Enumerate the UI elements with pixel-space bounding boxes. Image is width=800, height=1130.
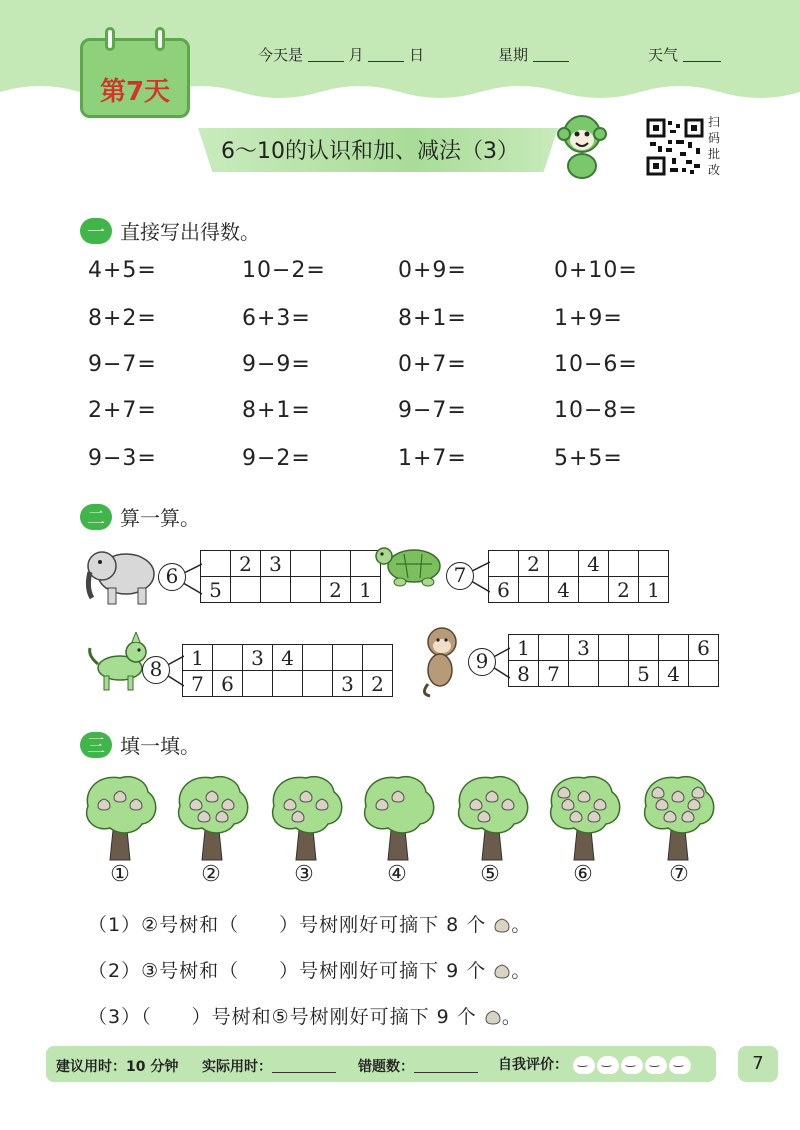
split-cell[interactable] <box>291 551 321 577</box>
split-cell[interactable] <box>569 661 599 687</box>
smile-icon[interactable] <box>621 1056 643 1074</box>
split-cell[interactable]: 2 <box>321 577 351 603</box>
equation[interactable]: 9−3= <box>88 446 157 471</box>
split-cell[interactable] <box>659 635 689 661</box>
split-cell[interactable]: 1 <box>351 577 381 603</box>
equation[interactable]: 8+1= <box>242 398 311 423</box>
split-cell[interactable]: 8 <box>509 661 539 687</box>
split-cell[interactable] <box>639 551 669 577</box>
split-cell[interactable] <box>303 645 333 671</box>
monkey-mascot-icon <box>556 110 608 180</box>
split-cell[interactable] <box>629 635 659 661</box>
total-circle: 6 <box>158 563 186 591</box>
smile-icon[interactable] <box>645 1056 667 1074</box>
section-title: 直接写出得数。 <box>120 220 260 244</box>
weekday-field[interactable] <box>498 44 569 65</box>
section-2-heading <box>80 502 200 531</box>
split-cell[interactable]: 3 <box>243 645 273 671</box>
split-cell[interactable]: 3 <box>261 551 291 577</box>
monkey-icon <box>416 624 468 698</box>
tree-number-label: ⑤ <box>480 862 500 887</box>
split-cell[interactable]: 5 <box>629 661 659 687</box>
split-cell[interactable] <box>291 577 321 603</box>
split-cell[interactable] <box>213 645 243 671</box>
question-text: （1）②号树和（ ）号树刚好可摘下 8 个 <box>88 914 487 936</box>
split-cell[interactable] <box>363 645 393 671</box>
actual-time-label: 实际用时： <box>202 1059 272 1075</box>
split-cell[interactable] <box>599 661 629 687</box>
today-label: 今天是 <box>258 46 304 64</box>
equation[interactable]: 6+3= <box>242 306 311 331</box>
error-count-field[interactable] <box>358 1056 478 1076</box>
weekday-label: 星期 <box>498 46 529 64</box>
question-text: （2）③号树和（ ）号树刚好可摘下 9 个 <box>88 960 487 982</box>
section-number: 二 <box>80 504 112 530</box>
split-cell[interactable]: 7 <box>539 661 569 687</box>
split-cell[interactable]: 4 <box>579 551 609 577</box>
split-cell[interactable]: 1 <box>183 645 213 671</box>
split-cell[interactable]: 3 <box>569 635 599 661</box>
smile-icon[interactable] <box>669 1056 691 1074</box>
section-number: 三 <box>80 732 112 758</box>
weather-field[interactable] <box>648 44 721 65</box>
split-cell[interactable] <box>243 671 273 697</box>
equation[interactable]: 10−6= <box>554 352 638 377</box>
peach-tree-icon <box>80 770 160 862</box>
weather-label: 天气 <box>648 46 679 64</box>
equation[interactable]: 9−7= <box>398 398 467 423</box>
split-cell[interactable] <box>579 577 609 603</box>
question-end: 。 <box>501 1006 522 1028</box>
total-circle: 7 <box>446 562 474 590</box>
split-cell[interactable] <box>599 635 629 661</box>
split-cell[interactable] <box>519 577 549 603</box>
split-cell[interactable]: 4 <box>273 645 303 671</box>
split-cell[interactable] <box>539 635 569 661</box>
split-cell[interactable]: 6 <box>213 671 243 697</box>
section-title: 填一填。 <box>120 734 200 758</box>
equation[interactable]: 10−8= <box>554 398 638 423</box>
question-3[interactable] <box>88 1002 522 1029</box>
equation[interactable]: 0+7= <box>398 352 467 377</box>
elephant-icon <box>84 544 158 606</box>
dog-icon <box>86 632 150 692</box>
smile-icon[interactable] <box>573 1056 595 1074</box>
split-cell[interactable]: 2 <box>231 551 261 577</box>
split-cell[interactable]: 4 <box>659 661 689 687</box>
number-split-8 <box>182 644 393 697</box>
equation[interactable]: 9−9= <box>242 352 311 377</box>
split-cell[interactable]: 1 <box>509 635 539 661</box>
tree-number-label: ⑦ <box>669 862 689 887</box>
split-cell[interactable] <box>321 551 351 577</box>
tree-number-label: ③ <box>294 862 314 887</box>
equation[interactable]: 2+7= <box>88 398 157 423</box>
equation[interactable]: 8+1= <box>398 306 467 331</box>
split-cell[interactable] <box>689 661 719 687</box>
suggested-time: 建议用时：10 分钟 <box>56 1059 179 1075</box>
turtle-icon <box>374 540 444 590</box>
month-label: 月 <box>348 46 364 64</box>
peach-tree-icon <box>266 770 346 862</box>
peach-tree-icon <box>358 770 438 862</box>
split-cell[interactable]: 6 <box>689 635 719 661</box>
footer-bar <box>46 1046 716 1082</box>
date-field[interactable] <box>258 44 424 65</box>
question-1[interactable] <box>88 910 531 937</box>
self-evaluation[interactable] <box>498 1054 693 1074</box>
page-title: 6～10的认识和加、减法（3） <box>221 139 519 164</box>
split-cell[interactable]: 2 <box>363 671 393 697</box>
equation[interactable]: 9−7= <box>88 352 157 377</box>
split-cell[interactable]: 4 <box>549 577 579 603</box>
split-cell[interactable]: 2 <box>519 551 549 577</box>
equation[interactable]: 1+7= <box>398 446 467 471</box>
question-end: 。 <box>511 914 532 936</box>
split-cell[interactable]: 1 <box>639 577 669 603</box>
split-cell[interactable] <box>333 645 363 671</box>
split-cell[interactable] <box>609 551 639 577</box>
day-badge <box>80 38 190 118</box>
equation[interactable]: 10−2= <box>242 258 326 283</box>
peach-icon <box>484 1009 502 1025</box>
number-split-7 <box>488 550 669 603</box>
section-number: 一 <box>80 218 112 244</box>
split-cell[interactable] <box>303 671 333 697</box>
split-cell[interactable]: 3 <box>333 671 363 697</box>
self-eval-label: 自我评价： <box>498 1057 568 1073</box>
equation[interactable]: 1+9= <box>554 306 623 331</box>
split-cell[interactable] <box>489 551 519 577</box>
error-count-label: 错题数： <box>358 1059 414 1075</box>
split-cell[interactable]: 2 <box>609 577 639 603</box>
split-cell[interactable]: 7 <box>183 671 213 697</box>
split-cell[interactable] <box>549 551 579 577</box>
tree-number-label: ② <box>201 862 221 887</box>
peach-tree-icon <box>638 770 718 862</box>
peach-tree-icon <box>544 770 624 862</box>
split-cell[interactable] <box>231 577 261 603</box>
equation[interactable]: 9−2= <box>242 446 311 471</box>
split-cell[interactable]: 5 <box>201 577 231 603</box>
day-label: 第7天 <box>99 77 171 107</box>
peach-icon <box>493 917 511 933</box>
total-circle: 8 <box>142 656 170 684</box>
equation[interactable]: 8+2= <box>88 306 157 331</box>
total-circle: 9 <box>468 648 496 676</box>
split-cell[interactable]: 6 <box>489 577 519 603</box>
day-unit-label: 日 <box>409 46 425 64</box>
equation[interactable]: 0+10= <box>554 258 638 283</box>
question-end: 。 <box>511 960 532 982</box>
qr-code-icon[interactable] <box>646 118 704 176</box>
equation[interactable]: 0+9= <box>398 258 467 283</box>
number-split-9 <box>508 634 719 687</box>
page-number: 7 <box>738 1046 778 1082</box>
section-3-heading <box>80 730 200 759</box>
peach-tree-icon <box>452 770 532 862</box>
split-cell[interactable] <box>261 577 291 603</box>
peach-tree-icon <box>172 770 252 862</box>
tree-number-label: ① <box>110 862 130 887</box>
scan-to-grade-label: 扫 码 批 改 <box>708 115 721 177</box>
number-split-6 <box>200 550 381 603</box>
equation[interactable]: 5+5= <box>554 446 623 471</box>
tree-number-label: ⑥ <box>573 862 593 887</box>
question-text: （3）（ ）号树和⑤号树刚好可摘下 9 个 <box>88 1006 477 1028</box>
split-cell[interactable] <box>201 551 231 577</box>
tree-number-label: ④ <box>387 862 407 887</box>
peach-icon <box>493 963 511 979</box>
section-title: 算一算。 <box>120 506 200 530</box>
equation[interactable]: 4+5= <box>88 258 157 283</box>
question-2[interactable] <box>88 956 531 983</box>
section-1-heading <box>80 216 260 245</box>
smile-icon[interactable] <box>597 1056 619 1074</box>
split-cell[interactable] <box>273 671 303 697</box>
actual-time-field[interactable] <box>202 1056 336 1076</box>
